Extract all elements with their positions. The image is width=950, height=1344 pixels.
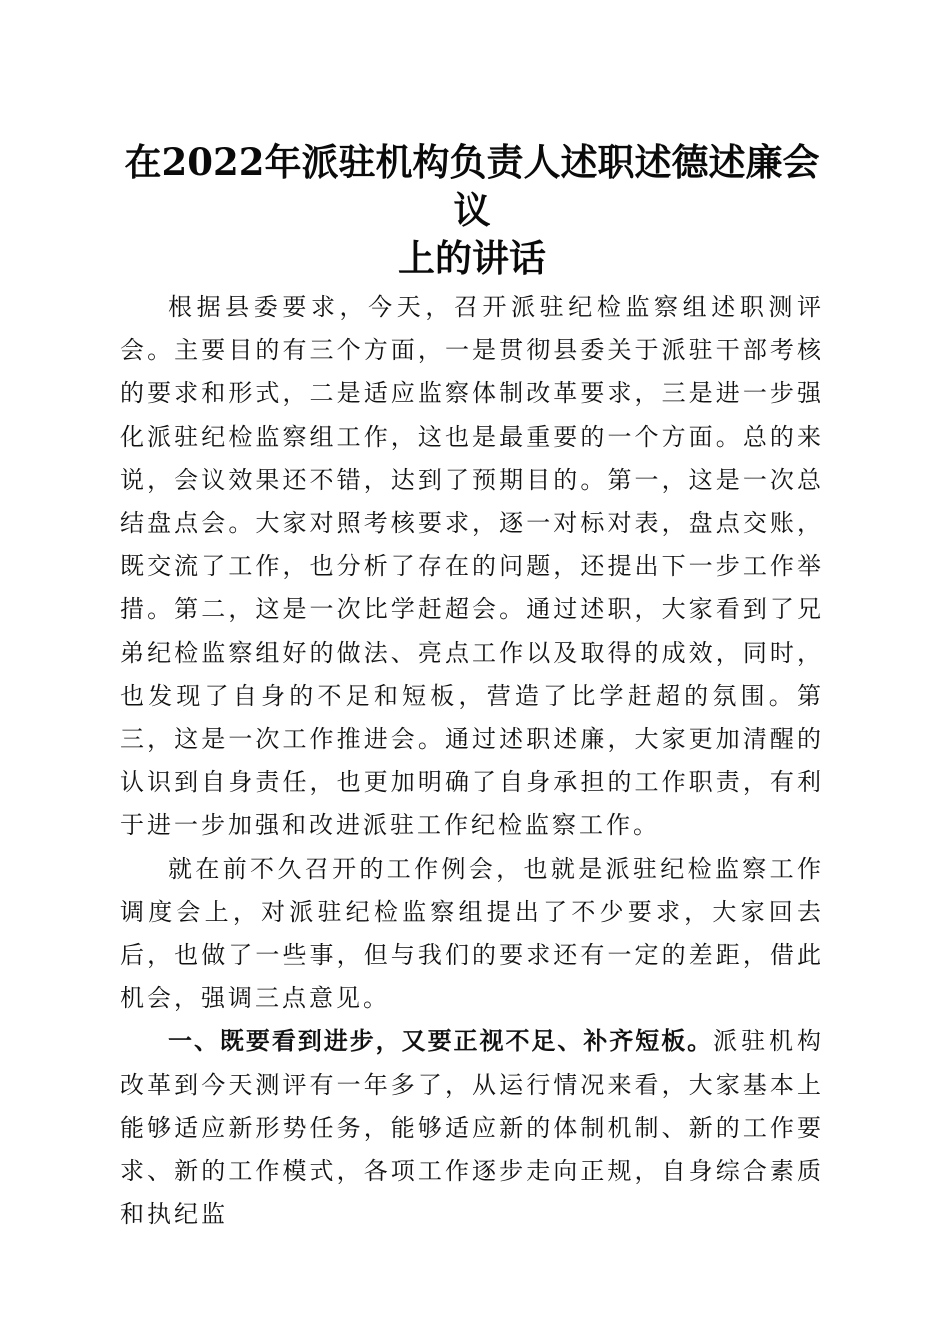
- document-title: [120, 138, 824, 282]
- section-heading-1: 一、既要看到进步，又要正视不足、补齐短板。: [168, 1027, 714, 1056]
- title-line-1: 在2022年派驻机构负责人述职述德述廉会议: [124, 140, 820, 232]
- paragraph-2: [120, 848, 824, 1021]
- title-line-2: 上的讲话: [398, 236, 546, 280]
- paragraph-3-text: 派驻机构改革到今天测评有一年多了，从运行情况来看，大家基本上能够适应新形势任务，能够适应新的体制机制、新的工作要求、新的工作模式，各项工作逐步走向正规，自身综合素质和执纪监: [120, 1027, 824, 1229]
- paragraph-3: [120, 1020, 824, 1236]
- paragraph-1-text: 根据县委要求，今天，召开派驻纪检监察组述职测评会。主要目的有三个方面，一是贯彻县委关于派驻干部考核的要求和形式，二是适应监察体制改革要求，三是进一步强化派驻纪检监察组工作，这也是最重要的一个方面。总的来说，会议效果还不错，达到了预期目的。第一，这是一次总结盘点会。大家对照考核要求，逐一对标对表，盘点交账，既交流了工作，也分析了存在的问题，还提出下一步工作举措。第二，这是一次比学赶超会。通过述职，大家看到了兄弟纪检监察组好的做法、亮点工作以及取得的成效，同时，也发现了自身的不足和短板，营造了比学赶超的氛围。第三，这是一次工作推进会。通过述职述廉，大家更加清醒的认识到自身责任，也更加明确了自身承担的工作职责，有利于进一步加强和改进派驻工作纪检监察工作。: [120, 293, 824, 840]
- paragraph-2-text: 就在前不久召开的工作例会，也就是派驻纪检监察工作调度会上，对派驻纪检监察组提出了不少要求，大家回去后，也做了一些事，但与我们的要求还有一定的差距，借此机会，强调三点意见。: [120, 854, 824, 1013]
- document-page: [120, 138, 824, 1236]
- paragraph-1: [120, 286, 824, 848]
